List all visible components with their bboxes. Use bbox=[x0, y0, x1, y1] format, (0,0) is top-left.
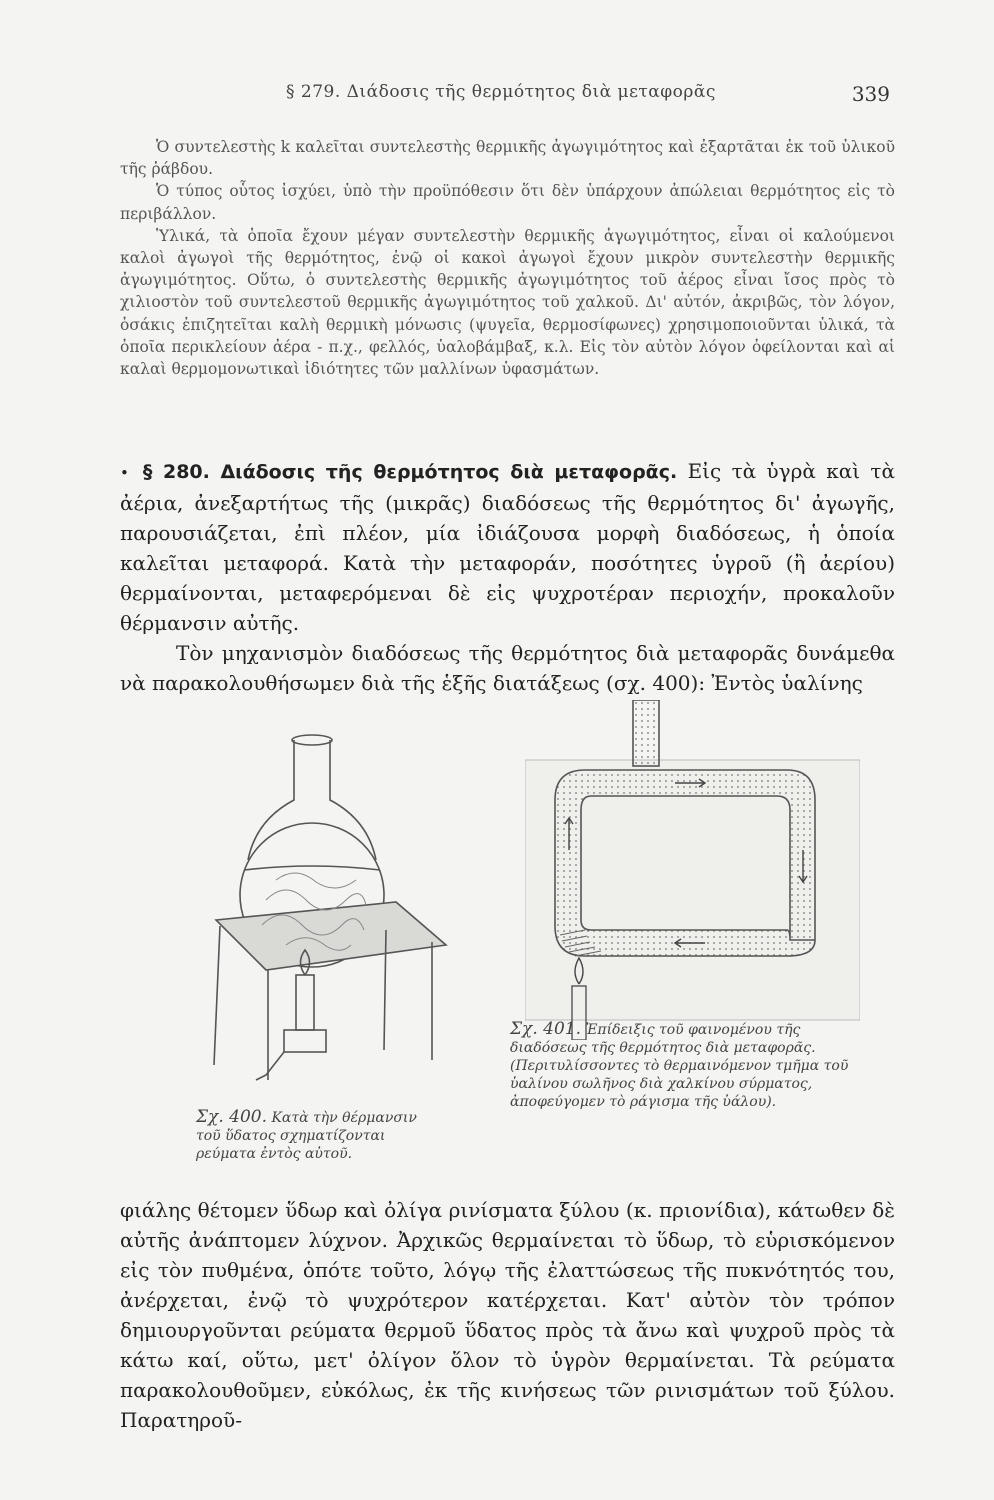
figure-401-caption bbox=[510, 1020, 855, 1111]
section-280-continuation bbox=[120, 1195, 895, 1435]
figure-400-flask-illustration bbox=[196, 730, 456, 1105]
figure-401-caption-text: Ἐπίδειξις τοῦ φαινομένου τῆς διαδόσεως τῆς θερμότητος διὰ μεταφορᾶς. (Περιτυλίσσοντες τὸ θερμαινόμενον τμῆμα τοῦ ὑαλίνου σωλῆνος διὰ χαλκίνου σύρματος, ἀποφεύγομεν τὸ ράγισμα τῆς ὑάλου). bbox=[510, 1022, 849, 1110]
section-280-paragraph-2: Τὸν μηχανισμὸν διαδόσεως τῆς θερμότητος διὰ μεταφορᾶς δυνάμεθα νὰ παρακολουθήσωμεν διὰ τῆς ἑξῆς διατάξεως (σχ. 400): Ἐντὸς ὑαλίνης bbox=[120, 641, 895, 695]
paragraph-coefficient: Ὁ συντελεστὴς k καλεῖται συντελεστὴς θερμικῆς ἀγωγιμότητος καὶ ἐξαρτᾶται ἐκ τοῦ ὑλικοῦ τῆς ῥάβδου. bbox=[120, 138, 895, 179]
small-print-block bbox=[120, 136, 895, 380]
figure-401-label: Σχ. 401. bbox=[510, 1019, 581, 1039]
page-header bbox=[0, 82, 994, 112]
figure-401-tube-illustration bbox=[525, 700, 860, 1040]
section-280-block bbox=[120, 456, 895, 698]
page-number: 339 bbox=[851, 82, 890, 106]
section-heading: § 280. Διάδοσις τῆς θερμότητος διὰ μεταφορᾶς. bbox=[142, 461, 678, 483]
section-280-text-1: Εἰς τὰ ὑγρὰ καὶ τὰ ἀέρια, ἀνεξαρτήτως τῆς (μικρᾶς) διαδόσεως τῆς θερμότητος δι' ἀγωγῆς, παρουσιάζεται, ἐπὶ πλέον, μία ἰδιάζουσα μορφὴ διαδόσεως, ἡ ὁποία καλεῖται μεταφορά. Κατὰ τὴν μεταφοράν, ποσότητες ὑγροῦ (ἢ ἀερίου) θερμαίνονται, μεταφερόμεναι δὲ εἰς ψυχροτέραν περιοχήν, προκαλοῦν θέρμανσιν αὐτῆς. bbox=[120, 459, 896, 635]
section-280-paragraph-1 bbox=[120, 456, 895, 638]
figure-400-caption bbox=[196, 1108, 431, 1163]
bullet-marker: • bbox=[120, 464, 129, 482]
paragraph-formula-validity: Ὁ τύπος οὗτος ἰσχύει, ὑπὸ τὴν προϋπόθεσιν ὅτι δὲν ὑπάρχουν ἀπώλειαι θερμότητος εἰς τὸ περιβάλλον. bbox=[120, 182, 895, 223]
section-280-paragraph-3: φιάλης θέτομεν ὕδωρ καὶ ὀλίγα ρινίσματα ξύλου (κ. πριονίδια), κάτωθεν δὲ αὐτῆς ἀνάπτομεν λύχνον. Ἀρχικῶς θερμαίνεται τὸ ὕδωρ, τὸ εὑρισκόμενον εἰς τὸν πυθμένα, ὁπότε τοῦτο, λόγῳ τῆς ἐλαττώσεως τῆς πυκνότητός του, ἀνέρχεται, ἐνῷ τὸ ψυχρότερον κατέρχεται. Κατ' αὐτὸν τὸν τρόπον δημιουργοῦνται ρεύματα θερμοῦ ὕδατος πρὸς τὰ ἄνω καὶ ψυχροῦ πρὸς τὰ κάτω καί, οὕτω, μετ' ὀλίγον ὅλον τὸ ὑγρὸν θερμαίνεται. Τὰ ρεύματα παρακολουθοῦμεν, εὐκόλως, ἐκ τῆς κινήσεως τῶν ρινισμάτων τοῦ ξύλου. Παρατηροῦ- bbox=[120, 1198, 895, 1432]
figure-400-caption-text: Κατὰ τὴν θέρμανσιν τοῦ ὕδατος σχηματίζονται ρεύματα ἐντὸς αὐτοῦ. bbox=[196, 1110, 417, 1162]
running-title: § 279. Διάδοσις τῆς θερμότητος διὰ μεταφορᾶς bbox=[286, 82, 716, 102]
figure-400-label: Σχ. 400. bbox=[196, 1107, 267, 1127]
paragraph-good-conductors: Ὑλικά, τὰ ὁποῖα ἔχουν μέγαν συντελεστὴν θερμικῆς ἀγωγιμότητος, εἶναι οἱ καλούμενοι καλοὶ ἀγωγοὶ τῆς θερμότητος, ἐνῷ οἱ κακοὶ ἀγωγοὶ ἔχουν μικρὸν συντελεστὴν θερμικῆς ἀγωγιμότητος. Οὕτω, ὁ συντελεστὴς θερμικῆς ἀγωγιμότητος τοῦ ἀέρος εἶναι ἴσος πρὸς τὸ χιλιοστὸν τοῦ συντελεστοῦ θερμικῆς ἀγωγιμότητος τοῦ χαλκοῦ. Δι' αὐτόν, ἀκριβῶς, τὸν λόγον, ὁσάκις ἐπιζητεῖται καλὴ θερμικὴ μόνωσις (ψυγεῖα, θερμοσίφωνες) χρησιμοποιοῦνται ὑλικά, τὰ ὁποῖα περικλείουν ἀέρα - π.χ., φελλός, ὑαλοβάμβαξ, κ.λ. Εἰς τὸν αὐτὸν λόγον ὀφείλονται καὶ αἱ καλαὶ θερμομονωτικαὶ ἰδιότητες τῶν μαλλίνων ὑφασμάτων. bbox=[120, 226, 895, 379]
